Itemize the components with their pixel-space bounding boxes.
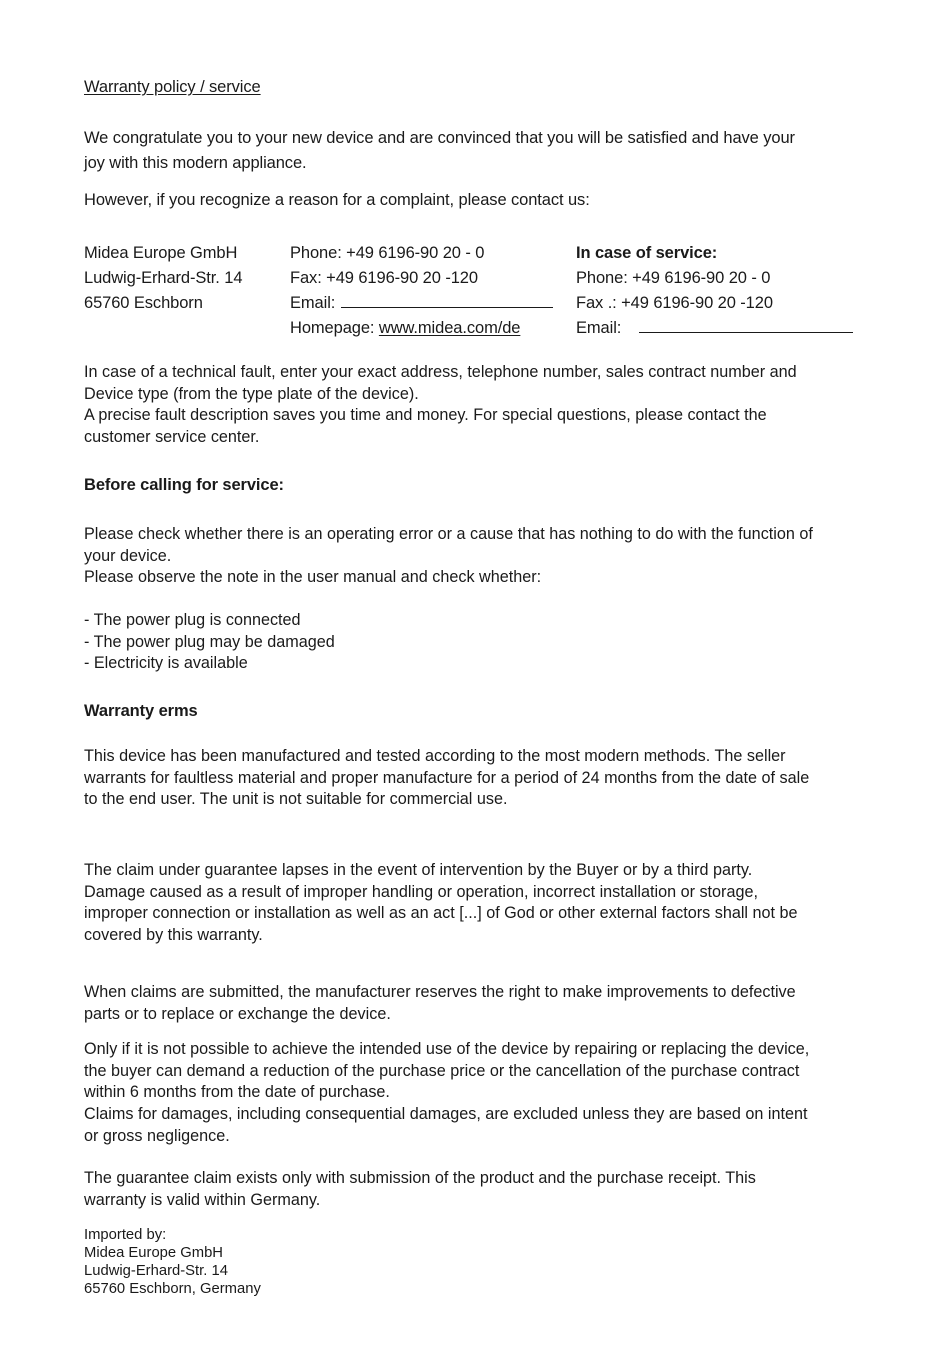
text-line: Damage caused as a result of improper handling or operation, incorrect installation or storage, [84,882,758,901]
before-calling-paragraph [84,524,874,589]
text-line: parts or to replace or exchange the device. [84,1004,391,1023]
service-phone: Phone: +49 6196-90 20 - 0 [576,269,771,287]
company-city: 65760 Eschborn [84,294,203,312]
imported-by-label: Imported by: [84,1227,167,1243]
service-heading: In case of service: [576,244,718,262]
service-email-label: Email: [576,319,622,337]
importer-street: Ludwig-Erhard-Str. 14 [84,1263,228,1279]
importer-city: 65760 Eschborn, Germany [84,1281,261,1297]
imported-by-block [84,1226,874,1298]
service-fax: Fax .: +49 6196-90 20 -120 [576,294,773,312]
contact-email-label: Email: [290,294,336,312]
service-email-blank [639,318,853,333]
contact-homepage-row [290,316,553,341]
contact-phone: Phone: +49 6196-90 20 - 0 [290,244,485,262]
text-line: This device has been manufactured and tested according to the most modern methods. The seller [84,747,786,765]
list-item: - The power plug may be damaged [84,632,335,651]
text-line: Please observe the note in the user manual and check whether: [84,568,542,587]
text-line: warranty is valid within Germany. [84,1190,321,1209]
warranty-paragraph-3 [84,982,874,1025]
company-name: Midea Europe GmbH [84,244,238,262]
intro-line: joy with this modern appliance. [84,154,307,172]
text-line: customer service center. [84,428,260,447]
list-item: - The power plug is connected [84,611,301,629]
text-line: within 6 months from the date of purchase. [84,1083,390,1102]
before-calling-heading: Before calling for service: [84,476,284,494]
company-contact [290,241,553,341]
text-line: to the end user. The unit is not suitable for commercial use. [84,790,508,809]
text-line: The guarantee claim exists only with submission of the product and the purchase receipt. This [84,1169,756,1187]
checks-list [84,610,874,675]
service-email-row [576,316,853,341]
intro-paragraph [84,126,795,176]
text-line: warrants for faultless material and proper manufacture for a period of 24 months from the date of sale [84,768,810,787]
text-line: Device type (from the type plate of the device). [84,384,419,403]
importer-name: Midea Europe GmbH [84,1245,223,1261]
contact-email-blank [341,293,553,308]
intro-line: We congratulate you to your new device and are convinced that you will be satisfied and have your [84,129,795,147]
company-street: Ludwig-Erhard-Str. 14 [84,269,243,287]
warranty-terms-heading: Warranty erms [84,702,198,720]
text-line: covered by this warranty. [84,926,263,945]
text-line: your device. [84,546,172,565]
list-item: - Electricity is available [84,654,248,673]
homepage-link[interactable]: www.midea.com/de [378,319,521,337]
contact-email-row [290,291,553,316]
warranty-paragraph-1 [84,746,874,811]
company-address [84,241,242,316]
text-line: When claims are submitted, the manufacturer reserves the right to make improvements to defective [84,983,796,1001]
text-line: The claim under guarantee lapses in the event of intervention by the Buyer or by a third party. [84,861,753,879]
text-line: In case of a technical fault, enter your exact address, telephone number, sales contract number and [84,363,797,381]
warranty-paragraph-4 [84,1039,874,1148]
text-line: Please check whether there is an operating error or a cause that has nothing to do with the function of [84,525,813,543]
text-line: or gross negligence. [84,1126,230,1145]
contact-homepage-label: Homepage: [290,319,375,337]
complaint-text: However, if you recognize a reason for a complaint, please contact us: [84,191,590,209]
service-contact [576,241,853,341]
text-line: Claims for damages, including consequential damages, are excluded unless they are based on intent [84,1105,808,1124]
warranty-paragraph-2 [84,860,874,947]
warranty-paragraph-5 [84,1168,874,1211]
text-line: A precise fault description saves you time and money. For special questions, please contact the [84,406,767,425]
technical-fault-paragraph [84,362,874,449]
text-line: the buyer can demand a reduction of the purchase price or the cancellation of the purchase contract [84,1061,800,1080]
page-title: Warranty policy / service [84,78,261,96]
contact-fax: Fax: +49 6196-90 20 -120 [290,269,478,287]
text-line: Only if it is not possible to achieve the intended use of the device by repairing or replacing the device, [84,1040,810,1058]
text-line: improper connection or installation as well as an act [...] of God or other external factors shall not be [84,904,798,923]
